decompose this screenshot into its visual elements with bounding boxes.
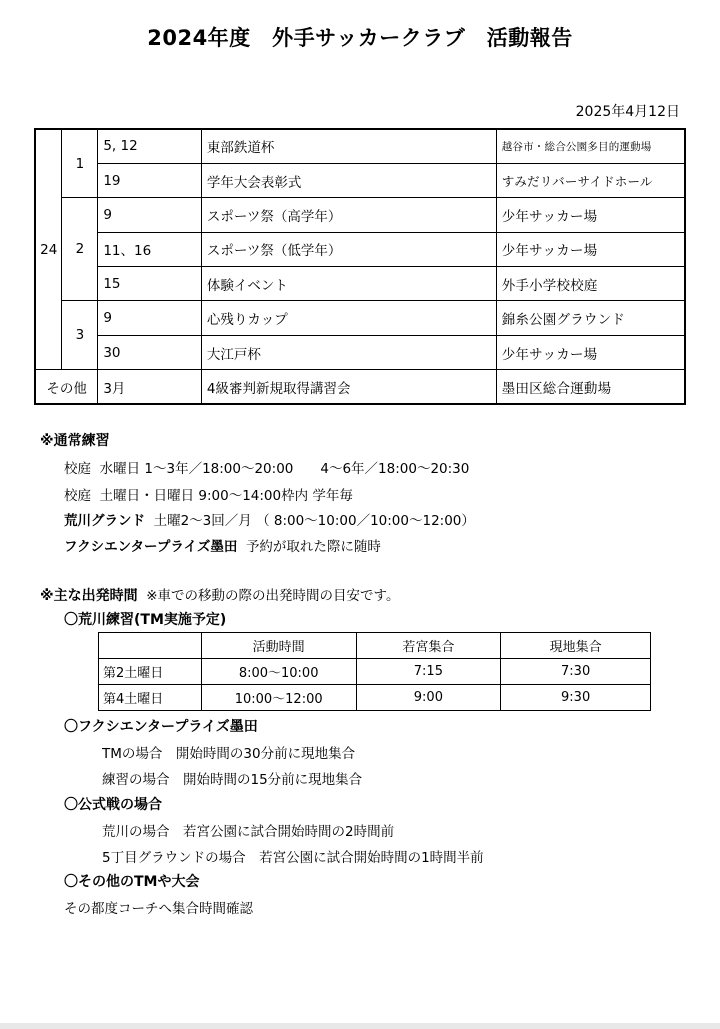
event-cell: 4級審判新規取得講習会 <box>201 370 496 404</box>
month-cell: 3 <box>62 301 98 370</box>
date-cell: 3月 <box>98 370 202 404</box>
departure-heading: ※主な出発時間 <box>40 588 138 604</box>
time-cell: 10:00～12:00 <box>201 685 356 711</box>
table-header-row <box>99 633 651 659</box>
event-cell: スポーツ祭（高学年） <box>201 198 496 232</box>
time-cell: 9:30 <box>501 685 651 711</box>
venue-cell: 墨田区総合運動場 <box>496 370 685 404</box>
practice-line <box>64 509 475 529</box>
report-title: 2024年度 外手サッカークラブ 活動報告 <box>147 26 573 50</box>
table-row <box>35 129 685 163</box>
date-cell: 9 <box>98 301 202 335</box>
table-row <box>35 198 685 232</box>
practice-line <box>64 457 469 477</box>
official-match-line: 荒川の場合 若宮公園に試合開始時間の2時間前 <box>102 824 395 840</box>
event-cell: 心残りカップ <box>201 301 496 335</box>
time-cell: 8:00～10:00 <box>201 659 356 685</box>
venue-cell: 越谷市・総合公園多目的運動場 <box>496 129 685 163</box>
practice-line <box>64 484 353 504</box>
schedule-table <box>34 128 686 405</box>
fukushi-line: 練習の場合 開始時間の15分前に現地集合 <box>102 772 363 788</box>
practice-line <box>64 535 381 555</box>
event-cell: スポーツ祭（低学年） <box>201 232 496 266</box>
fukushi-line: TMの場合 開始時間の30分前に現地集合 <box>102 746 356 762</box>
other-tm-heading: 〇その他のTMや大会 <box>64 874 200 890</box>
venue-cell: 少年サッカー場 <box>496 232 685 266</box>
day-cell: 第4土曜日 <box>99 685 202 711</box>
date-cell: 30 <box>98 335 202 369</box>
report-date: 2025年4月12日 <box>575 104 680 120</box>
practice-place: フクシエンタープライズ墨田 <box>64 539 238 555</box>
header-cell <box>99 633 202 659</box>
header-cell: 若宮集合 <box>356 633 501 659</box>
date-cell: 19 <box>98 163 202 197</box>
practice-detail: 予約が取れた際に随時 <box>245 539 381 555</box>
practice-place: 校庭 <box>64 488 91 504</box>
day-cell: 第2土曜日 <box>99 659 202 685</box>
table-row <box>35 267 685 301</box>
other-label-cell: その他 <box>35 370 98 404</box>
year-cell: 24 <box>35 129 62 370</box>
header-cell: 活動時間 <box>201 633 356 659</box>
event-cell: 学年大会表彰式 <box>201 163 496 197</box>
event-cell: 体験イベント <box>201 267 496 301</box>
practice-place: 校庭 <box>64 461 91 477</box>
event-cell: 東部鉄道杯 <box>201 129 496 163</box>
venue-cell: すみだリバーサイドホール <box>496 163 685 197</box>
venue-cell: 少年サッカー場 <box>496 198 685 232</box>
fukushi-heading: 〇フクシエンタープライズ墨田 <box>64 719 258 735</box>
page-bottom-edge <box>0 1023 720 1029</box>
date-cell: 9 <box>98 198 202 232</box>
header-cell: 現地集合 <box>501 633 651 659</box>
practice-detail: 土曜2～3回／月 （ 8:00～10:00／10:00～12:00） <box>153 513 475 529</box>
date-cell: 5, 12 <box>98 129 202 163</box>
table-row <box>35 335 685 369</box>
date-cell: 15 <box>98 267 202 301</box>
departure-heading-line <box>40 584 399 605</box>
venue-cell: 少年サッカー場 <box>496 335 685 369</box>
event-cell: 大江戸杯 <box>201 335 496 369</box>
departure-note: ※車での移動の際の出発時間の目安です。 <box>146 588 400 604</box>
departure-times-table <box>98 632 651 711</box>
venue-cell: 錦糸公園グラウンド <box>496 301 685 335</box>
table-row <box>35 232 685 266</box>
month-cell: 1 <box>62 129 98 198</box>
official-match-heading: 〇公式戦の場合 <box>64 797 162 813</box>
table-row <box>99 685 651 711</box>
month-cell: 2 <box>62 198 98 301</box>
time-cell: 7:30 <box>501 659 651 685</box>
table-row <box>35 163 685 197</box>
practice-place: 荒川グランド <box>64 513 145 529</box>
official-match-line: 5丁目グラウンドの場合 若宮公園に試合開始時間の1時間半前 <box>102 850 484 866</box>
time-cell: 7:15 <box>356 659 501 685</box>
venue-cell: 外手小学校校庭 <box>496 267 685 301</box>
practice-detail: 土曜日・日曜日 9:00～14:00枠内 学年毎 <box>99 488 353 504</box>
date-cell: 11、16 <box>98 232 202 266</box>
regular-practice-heading: ※通常練習 <box>40 433 110 449</box>
other-tm-line: その都度コーチへ集合時間確認 <box>64 901 253 917</box>
table-row <box>99 659 651 685</box>
table-row <box>35 301 685 335</box>
table-row <box>35 370 685 404</box>
time-cell: 9:00 <box>356 685 501 711</box>
practice-detail: 水曜日 1～3年／18:00～20:00 4～6年／18:00～20:30 <box>99 461 470 477</box>
arakawa-heading: 〇荒川練習(TM実施予定) <box>64 612 227 628</box>
